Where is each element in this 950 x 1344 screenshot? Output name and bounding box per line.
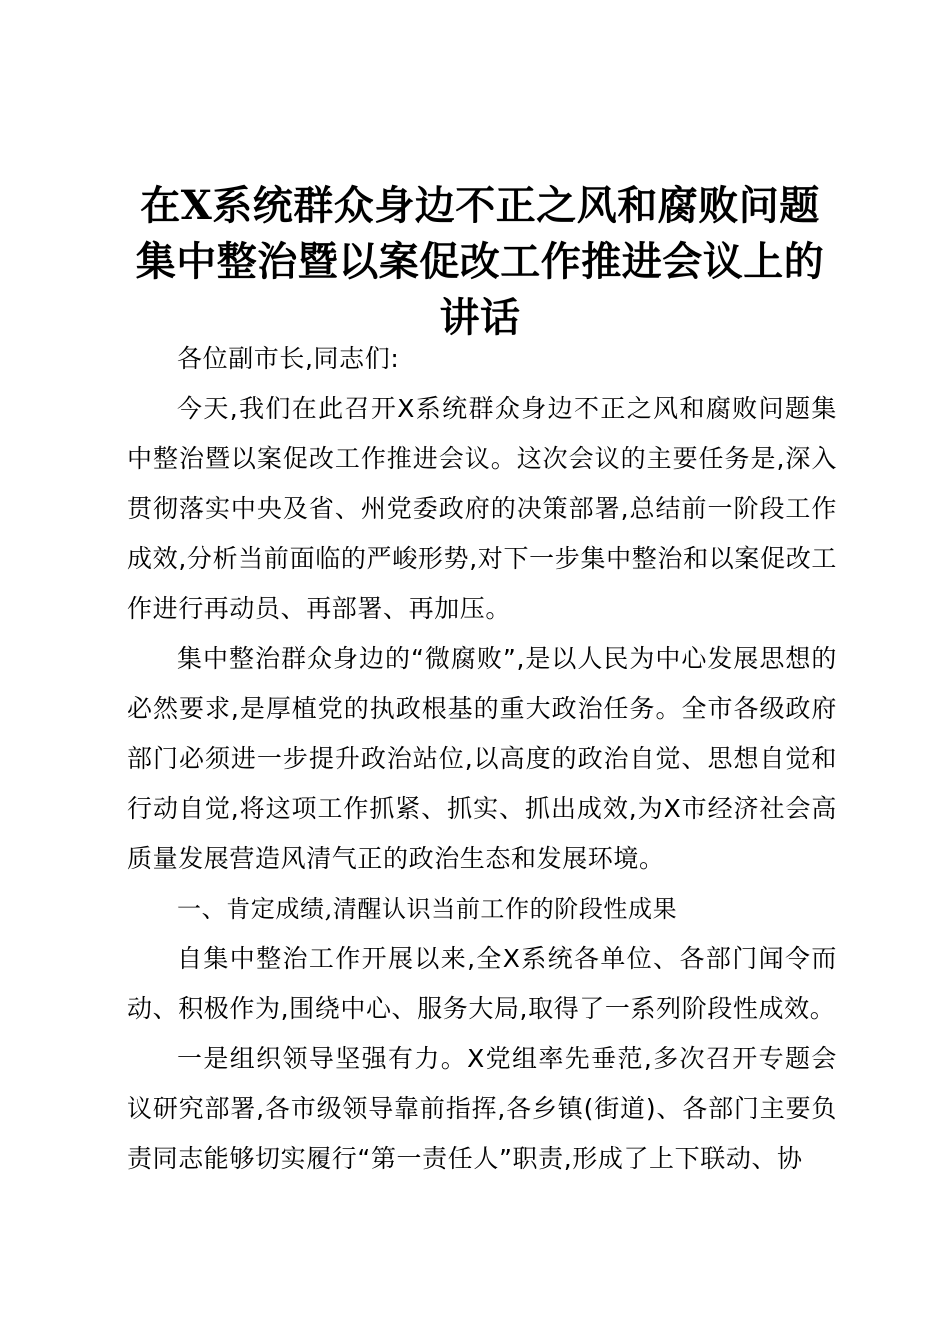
section-heading: 一、肯定成绩,清醒认识当前工作的阶段性成果 — [177, 895, 678, 923]
document-body — [127, 334, 837, 1184]
paragraph-significance: 集中整治群众身边的“微腐败”,是以人民为中心发展思想的必然要求,是厚植党的执政根基的重大政治任务。全市各级政府部门必须进一步提升政治站位,以高度的政治自觉、思想自觉和行动自觉,将这项工作抓紧、抓实、抓出成效,为X市经济社会高质量发展营造风清气正的政治生态和发展环境。 — [127, 644, 837, 873]
salutation: 各位副市长,同志们: — [177, 344, 400, 373]
document-title: 在X系统群众身边不正之风和腐败问题集中整治暨以案促改工作推进会议上的讲话 — [135, 182, 825, 341]
paragraph-achievements: 自集中整治工作开展以来,全X系统各单位、各部门闻令而动、积极作为,围绕中心、服务大局,取得了一系列阶段性成效。 — [127, 944, 837, 1023]
paragraph-opening: 今天,我们在此召开X系统群众身边不正之风和腐败问题集中整治暨以案促改工作推进会议。这次会议的主要任务是,深入贯彻落实中央及省、州党委政府的决策部署,总结前一阶段工作成效,分析当前面临的严峻形势,对下一步集中整治和以案促改工作进行再动员、再部署、再加压。 — [127, 394, 837, 623]
paragraph-leadership: 一是组织领导坚强有力。X党组率先垂范,多次召开专题会议研究部署,各市级领导靠前指挥,各乡镇(街道)、各部门主要负责同志能够切实履行“第一责任人”职责,形成了上下联动、协 — [127, 1044, 837, 1173]
